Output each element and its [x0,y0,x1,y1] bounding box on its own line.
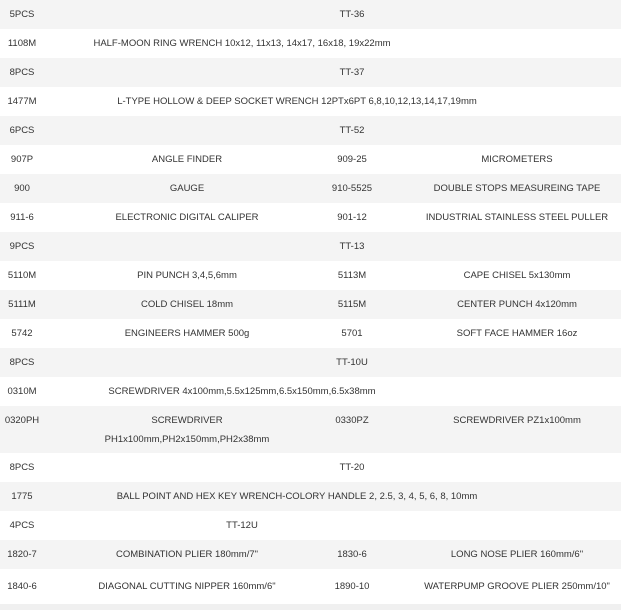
item-description: TT-10U [336,357,368,368]
table-row [0,482,621,511]
item-description: LONG NOSE PLIER 160mm/6" [450,549,584,560]
item-code: 0330PZ [335,415,369,426]
table-row [0,406,621,453]
item-code: 900 [14,183,30,194]
item-description: TT-36 [339,9,365,20]
table-row [0,348,621,377]
item-description: CAPE CHISEL 5x130mm [463,270,571,281]
item-code: 911-6 [10,212,34,223]
item-code: 8PCS [9,357,35,368]
item-code: 1840-6 [7,581,37,592]
table-row [0,290,621,319]
item-code: 8PCS [9,462,35,473]
item-description: TT-13 [339,241,365,252]
item-description: HALF-MOON RING WRENCH 10x12, 11x13, 14x17, 16x18, 19x22mm [93,38,391,49]
item-description: COMBINATION PLIER 180mm/7" [115,549,259,560]
item-description: GAUGE [169,183,205,194]
item-description: INDUSTRIAL STAINLESS STEEL PULLER [425,212,609,223]
item-description: SCREWDRIVER [151,415,223,426]
item-code: 5110M [7,270,37,281]
item-description: SOFT FACE HAMMER 16oz [456,328,578,339]
table-row [0,203,621,232]
item-description: MICROMETERS [481,154,553,165]
item-code: 9PCS [9,241,35,252]
table-row [0,261,621,290]
item-description: ENGINEERS HAMMER 500g [124,328,250,339]
item-code: 5PCS [9,9,35,20]
table-row [0,174,621,203]
item-code: 5701 [341,328,363,339]
item-code: 907P [10,154,34,165]
item-description: BALL POINT AND HEX KEY WRENCH-COLORY HANDLE 2, 2.5, 3, 4, 5, 6, 8, 10mm [116,491,478,502]
item-description: L-TYPE HOLLOW & DEEP SOCKET WRENCH 12PTx6PT 6,8,10,12,13,14,17,19mm [117,96,477,107]
table-row [0,87,621,116]
item-description: WATERPUMP GROOVE PLIER 250mm/10" [424,581,610,592]
item-description: TT-37 [339,67,365,78]
item-description: SCREWDRIVER PZ1x100mm [453,415,581,426]
item-code: 6PCS [9,125,35,136]
item-description: DIAGONAL CUTTING NIPPER 160mm/6" [98,581,276,592]
item-code: 5115M [337,299,367,310]
table-row [0,569,621,604]
item-code: 8PCS [9,67,35,78]
table-row [0,29,621,58]
item-description: COLD CHISEL 18mm [140,299,234,310]
item-code: 4PCS [9,520,35,531]
item-code: 901-12 [337,212,367,223]
item-code: 1820-7 [7,549,37,560]
table-row [0,540,621,569]
item-description: PH1x100mm,PH2x150mm,PH2x38mm [104,434,270,445]
table-row [0,319,621,348]
table-row [0,453,621,482]
item-code: 0320PH [4,415,40,426]
item-description: PIN PUNCH 3,4,5,6mm [137,270,237,281]
item-description: TT-52 [339,125,365,136]
item-description: CENTER PUNCH 4x120mm [457,299,577,310]
item-code: 909-25 [337,154,367,165]
item-description: SCREWDRIVER 4x100mm,5.5x125mm,6.5x150mm,6.5x38mm [108,386,376,397]
table-row [0,511,621,540]
table-row [0,58,621,87]
table-row [0,377,621,406]
item-description: TT-12U [226,520,258,531]
item-code: 910-5525 [331,183,373,194]
table-bottom-edge [0,604,621,610]
item-description: ANGLE FINDER [151,154,223,165]
table-row [0,145,621,174]
item-description: ELECTRONIC DIGITAL CALIPER [115,212,259,223]
item-code: 1477M [7,96,37,107]
item-code: 1108M [7,38,37,49]
item-code: 5742 [11,328,33,339]
item-code: 5113M [337,270,367,281]
item-code: 1890-10 [334,581,370,592]
table-row [0,232,621,261]
item-code: 5111M [8,299,36,310]
item-description: TT-20 [339,462,365,473]
item-description: DOUBLE STOPS MEASUREING TAPE [433,183,601,194]
table-row [0,0,621,29]
item-code: 0310M [7,386,37,397]
item-code: 1830-6 [337,549,367,560]
item-code: 1775 [11,491,33,502]
table-row [0,116,621,145]
